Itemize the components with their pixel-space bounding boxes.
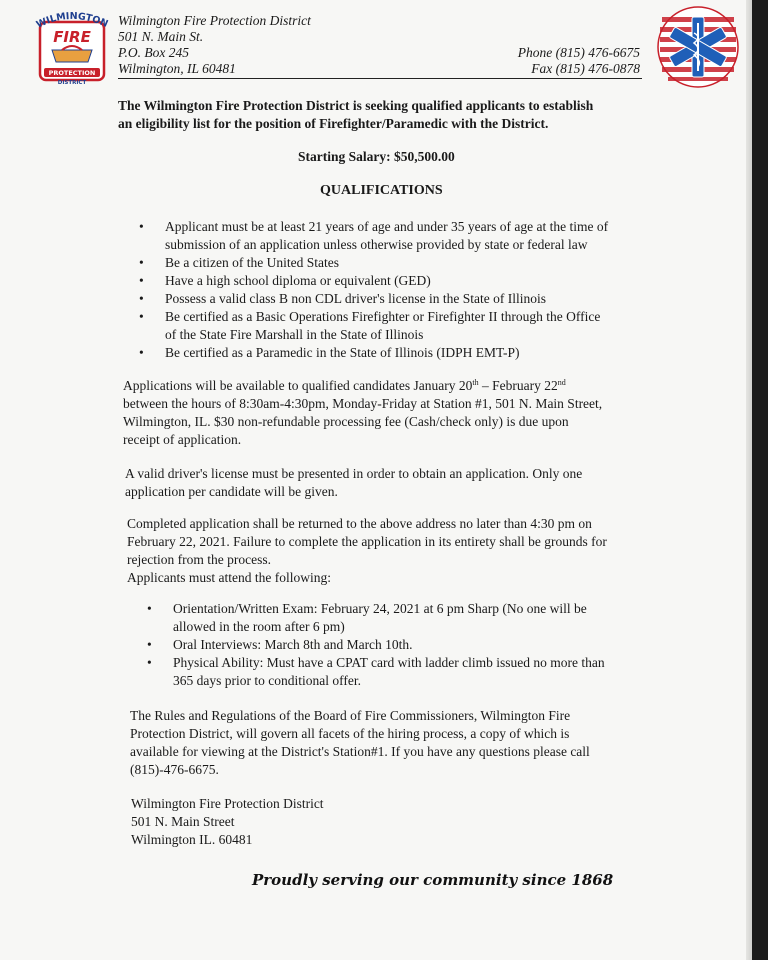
letterhead-contact — [500, 45, 640, 77]
star-of-life-icon — [652, 4, 744, 90]
list-item: • Be certified as a Paramedic in the State of Illinois (IDPH EMT-P) — [165, 344, 608, 362]
list-item: • Have a high school diploma or equivalent (GED) — [165, 272, 608, 290]
intro-paragraph: The Wilmington Fire Protection District is seeking qualified applicants to establish an eligibility list for the position of Firefighter/Paramedic with the District. — [118, 98, 594, 131]
license-paragraph: A valid driver's license must be presented in order to obtain an application. Only one application per candidate will be given. — [125, 466, 583, 499]
list-item: • Be a citizen of the United States — [165, 254, 608, 272]
list-item: • Possess a valid class B non CDL driver's license in the State of Illinois — [165, 290, 608, 308]
phone-number: Phone (815) 476-6675 — [517, 45, 640, 60]
list-item: • Be certified as a Basic Operations Firefighter or Firefighter II through the Office of the State Fire Marshall in the State of Illinois — [165, 308, 608, 344]
letterhead-address — [118, 13, 311, 77]
list-item: • Physical Ability: Must have a CPAT card with ladder climb issued no more than 365 days prior to conditional offer. — [173, 654, 605, 690]
fire-district-logo — [32, 6, 112, 92]
list-item: • Oral Interviews: March 8th and March 10th. — [173, 636, 605, 654]
district-name: Wilmington Fire Protection District — [118, 13, 311, 28]
attendance-list — [173, 600, 605, 690]
completed-application-paragraph: Completed application shall be returned to the above address no later than 4:30 pm on February 22, 2021. Failure to complete the application in its entirety shall be grounds for rejection from the process. Applicants must attend the following: — [127, 516, 607, 585]
signature-block: Wilmington Fire Protection District 501 N. Main Street Wilmington IL. 60481 — [131, 796, 324, 847]
list-item: • Applicant must be at least 21 years of age and under 35 years of age at the time of submission of an application unless otherwise provided by state or federal law — [165, 218, 608, 254]
logo-sub-text: DISTRICT — [57, 80, 87, 86]
qualifications-list — [165, 218, 608, 362]
letterhead-rule — [118, 78, 642, 79]
logo-banner-text: PROTECTION — [48, 69, 96, 77]
rules-paragraph: The Rules and Regulations of the Board of Fire Commissioners, Wilmington Fire Protection District, will govern all facets of the hiring process, a copy of which is available for viewing at the District's Station#1. If you have any questions please call (815)-476-6675. — [130, 708, 590, 777]
starting-salary: Starting Salary: $50,500.00 — [298, 149, 455, 164]
qualifications-heading: QUALIFICATIONS — [320, 183, 443, 198]
street-address: 501 N. Main St. — [118, 29, 204, 44]
background-edge — [752, 0, 768, 960]
fax-number: Fax (815) 476-0878 — [531, 61, 640, 76]
city-state-zip: Wilmington, IL 60481 — [118, 61, 236, 76]
applications-paragraph: Applications will be available to qualified candidates January 20th – February 22nd between the hours of 8:30am-4:30pm, Monday-Friday at Station #1, 501 N. Main Street, Wilmington, IL. $30 non-refundable processing fee (Cash/check only) is due upon receipt of application. — [123, 378, 603, 447]
logo-main-text: FIRE — [53, 28, 91, 46]
tagline: Proudly serving our community since 1868 — [252, 871, 614, 889]
logo-top-text: WILMINGTON — [34, 10, 110, 31]
po-box: P.O. Box 245 — [118, 45, 189, 60]
list-item: • Orientation/Written Exam: February 24, 2021 at 6 pm Sharp (No one will be allowed in the room after 6 pm) — [173, 600, 605, 636]
